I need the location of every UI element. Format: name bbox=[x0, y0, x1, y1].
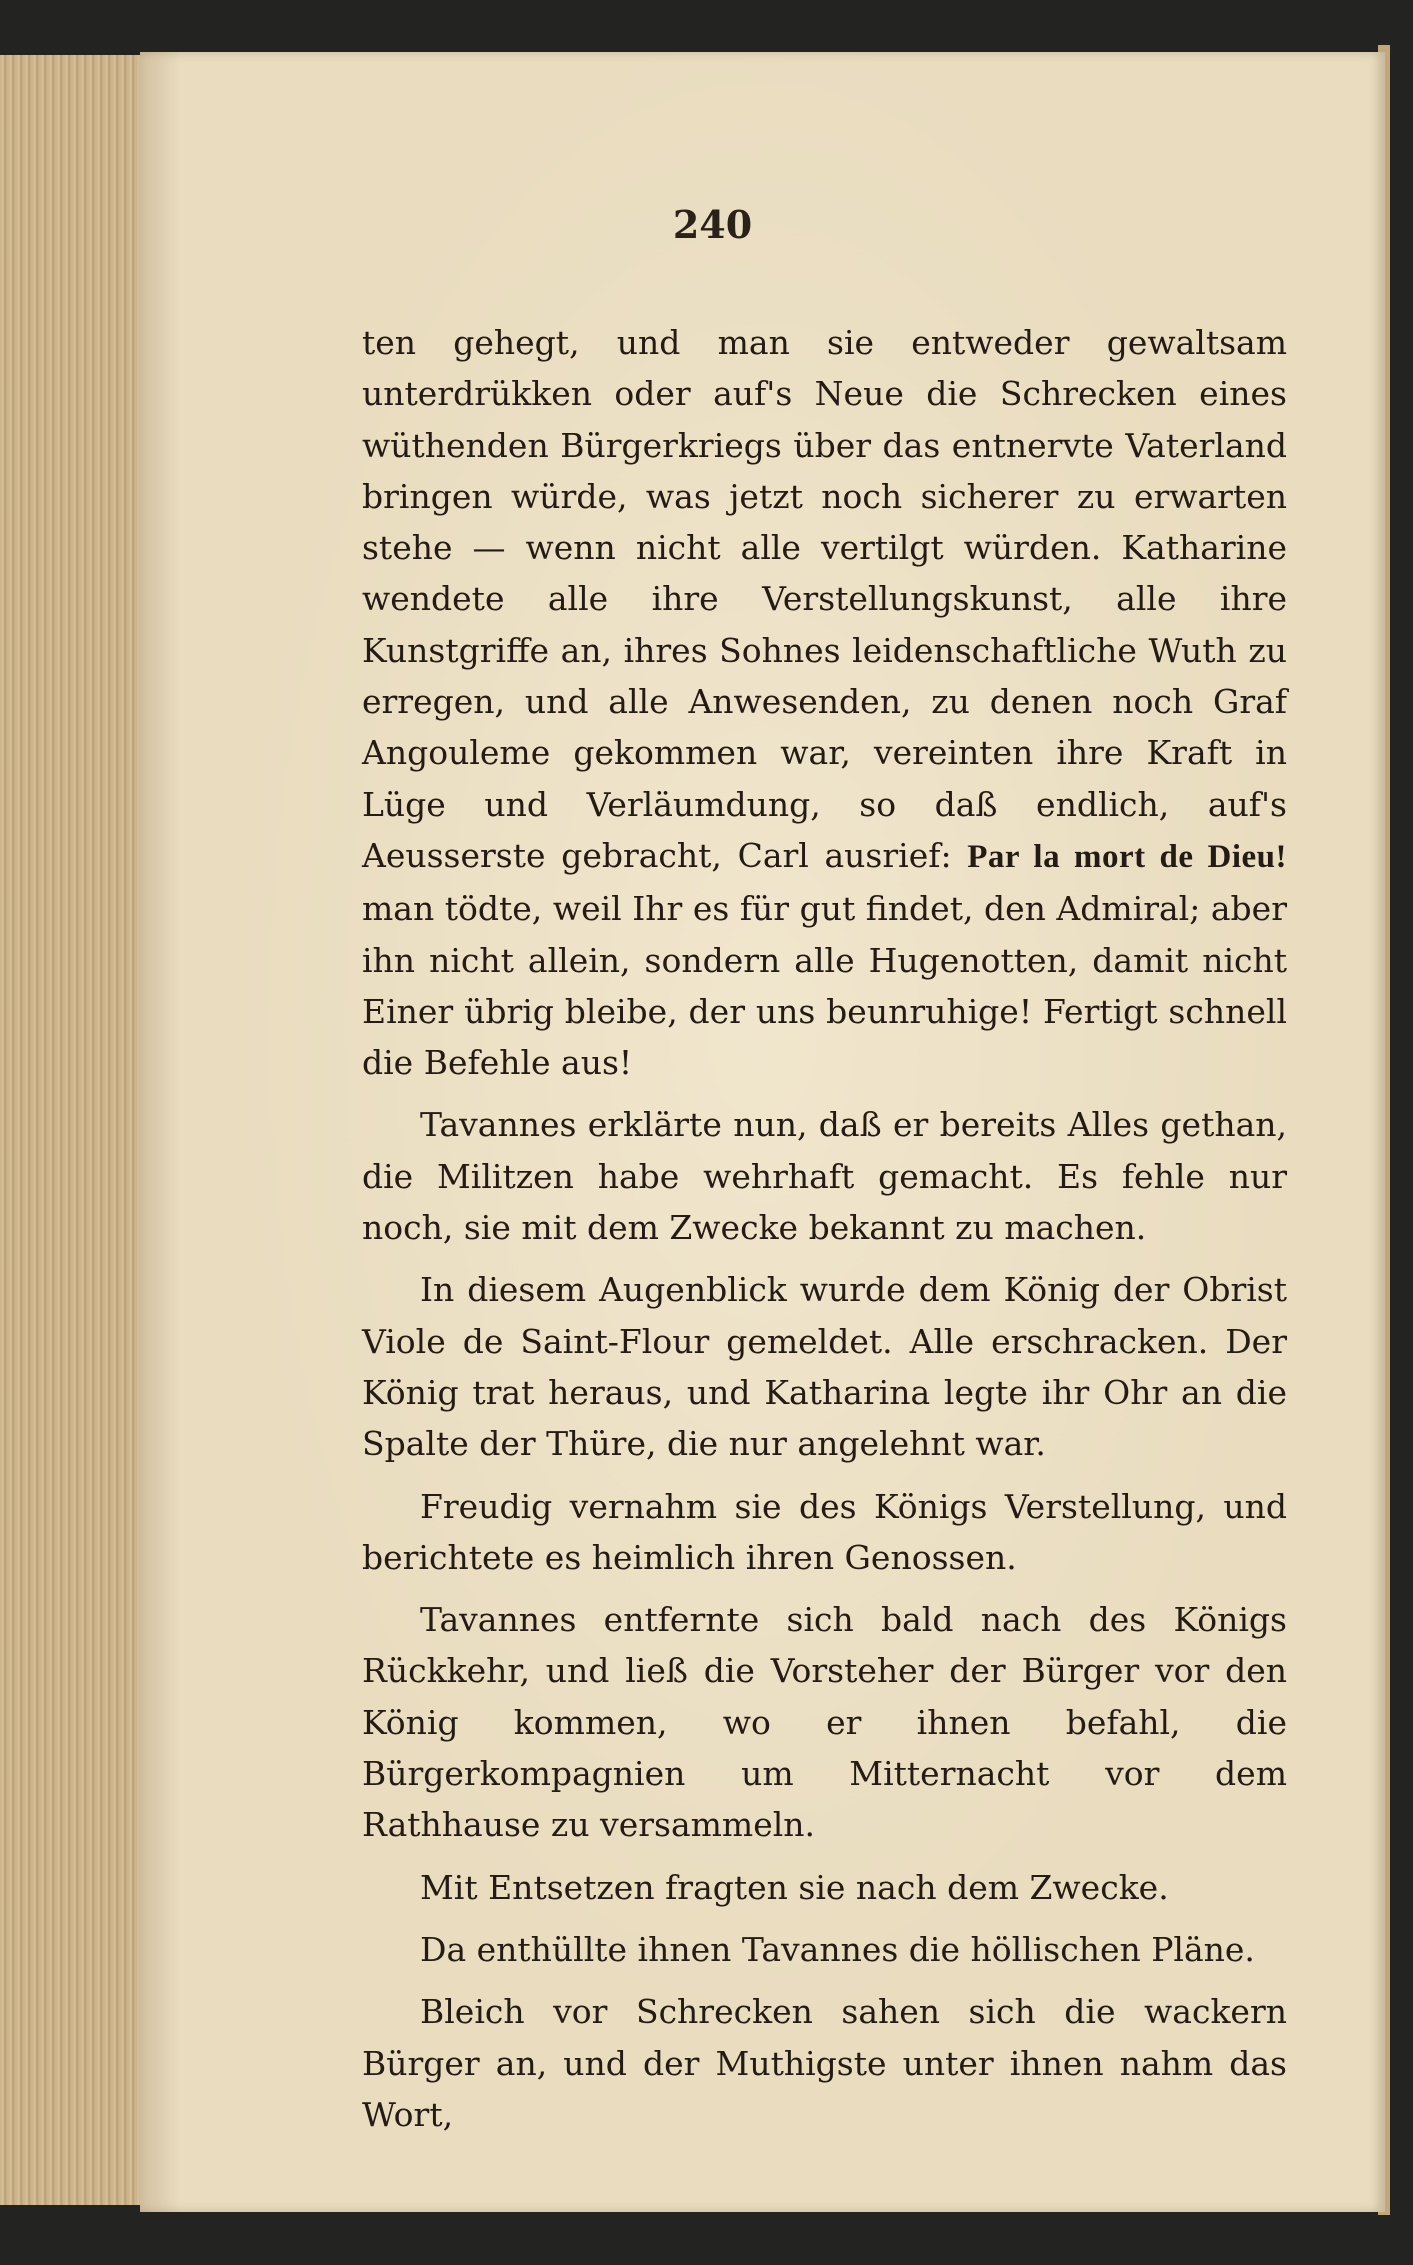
paragraph-8: Bleich vor Schrecken sahen sich die wackern Bürger an, und der Muthigste unter ihnen nahm das Wort, bbox=[362, 1992, 1287, 2134]
page-stack-edges bbox=[0, 55, 152, 2205]
paragraph-4: Freudig vernahm sie des Königs Verstellung, und berichtete es heimlich ihren Genossen. bbox=[362, 1486, 1287, 1577]
body-text bbox=[362, 317, 1287, 2151]
paragraph-6: Mit Entsetzen fragten sie nach dem Zwecke. bbox=[420, 1867, 1169, 1907]
paragraph-7: Da enthüllte ihnen Tavannes die höllischen Pläne. bbox=[420, 1929, 1255, 1969]
paragraph-5: Tavannes entfernte sich bald nach des Königs Rückkehr, und ließ die Vorsteher der Bürger vor den König kommen, wo er ihnen befahl, die Bürgerkompagnien um Mitternacht vor dem Rathhause zu versammeln. bbox=[362, 1600, 1287, 1845]
book-page bbox=[140, 52, 1385, 2212]
paragraph-2: Tavannes erklärte nun, daß er bereits Alles gethan, die Militzen habe wehrhaft gemacht. Es fehle nur noch, sie mit dem Zwecke bekannt zu machen. bbox=[362, 1105, 1287, 1248]
latin-phrase: Par la mort de Dieu! bbox=[967, 838, 1287, 875]
page-number: 240 bbox=[672, 202, 753, 247]
paragraph-1: ten gehegt, und man sie entweder gewaltsam unterdrükken oder auf's Neue die Schrecken eines wüthenden Bürgerkriegs über das entnervte Vaterland bringen würde, was jetzt noch sicherer zu erwarten stehe — wenn nicht alle vertilgt würden. Katharine wendete alle ihre Verstellungskunst, alle ihre Kunstgriffe an, ihres Sohnes leidenschaftliche Wuth zu erregen, und alle Anwesenden, zu denen noch Graf Angouleme gekommen war, vereinten ihre Kraft in Lüge und Verläumdung, so daß endlich, auf's Aeusserste gebracht, Carl ausrief: Par la mort de Dieu! man tödte, weil Ihr es für gut findet, den Admiral; aber ihn nicht allein, sondern alle Hugenotten, damit nicht Einer übrig bleibe, der uns beunruhige! Fertigt schnell die Befehle aus! bbox=[362, 323, 1287, 1083]
paragraph-3: In diesem Augenblick wurde dem König der Obrist Viole de Saint-Flour gemeldet. Alle erschracken. Der König trat heraus, und Katharina legte ihr Ohr an die Spalte der Thüre, die nur angelehnt war. bbox=[362, 1270, 1287, 1464]
